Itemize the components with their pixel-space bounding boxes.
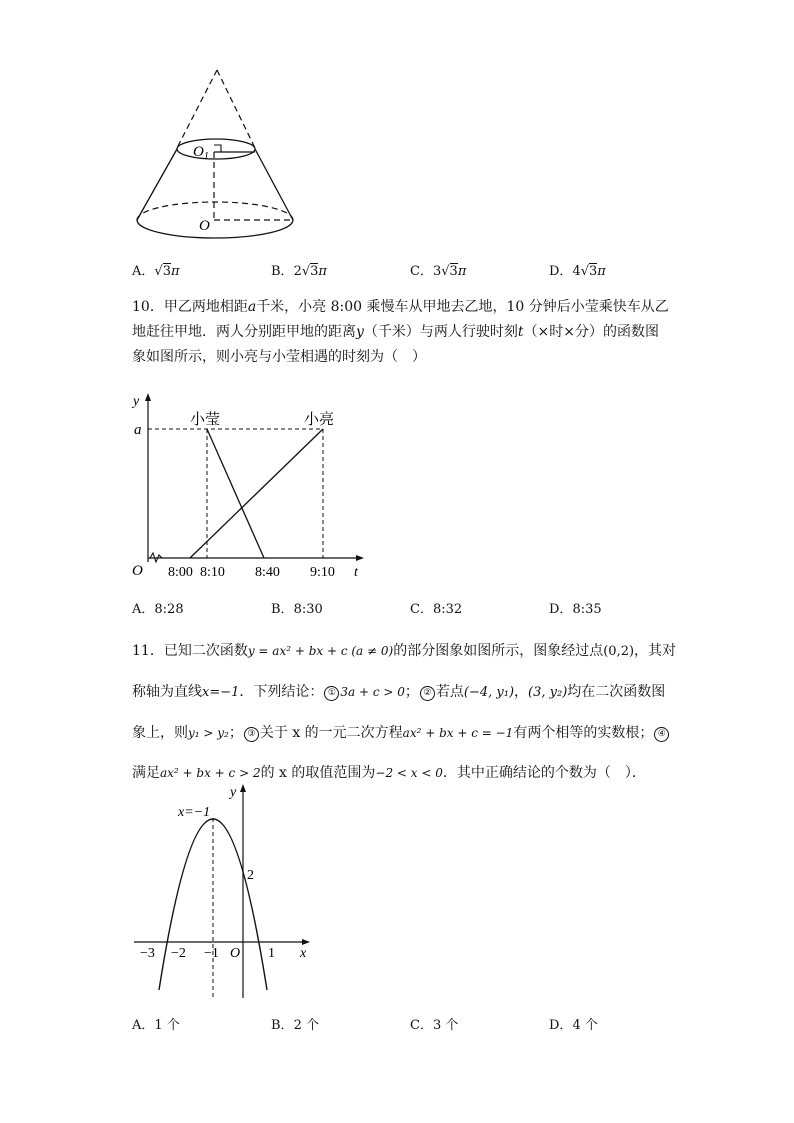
- x-axis-arrow: [302, 939, 310, 945]
- q10-option-a[interactable]: A．8:28: [132, 602, 184, 617]
- q11-text: 11．已知二次函数y = ax² + bx + c (a ≠ 0)的部分图象如图所示，图象经过点(0,2)，其对 称轴为直线x=−1．下列结论： ① 3a + c > 0； ② 若点(−4, y₁)，(3, y₂)均在二次函数图 象上，则y₁ > y₂； ③ 关于 x 的一元二次方程ax² + bx + c = −1有两个相等的实数根； ④ 满足ax² + bx + c > 2的 x 的取值范围为−2 < x < 0．其中正确结论的个数为（ ）．: [132, 643, 677, 781]
- cone-right-slant: [255, 149, 293, 220]
- cone-bottom-front: [137, 220, 293, 238]
- origin-label: O: [132, 563, 143, 579]
- q10-text: 10．甲乙两地相距a千米，小亮 8:00 乘慢车从甲地去乙地，10 分钟后小莹乘快车从乙 地赶往甲地．两人分别距甲地的距离y（千米）与两人行驶时刻t（×时×分）的函数图 象如图所示，则小亮与小莹相遇的时刻为（ ）: [132, 299, 669, 365]
- q11-option-c[interactable]: C．3 个: [410, 1018, 459, 1033]
- q9-option-d[interactable]: D．4√3π: [549, 264, 606, 279]
- label-2: 2: [247, 868, 254, 883]
- symmetry-axis-label: x=−1: [178, 805, 211, 820]
- tick-810: 8:10: [200, 565, 225, 580]
- cone-upper-left-dashed: [177, 70, 217, 148]
- line-xiaoying: [207, 429, 264, 558]
- cone-figure: [125, 60, 305, 245]
- q10-distance-time-chart: [128, 390, 373, 582]
- tick-minus1: −1: [204, 946, 219, 961]
- cone-upper-right-dashed: [217, 70, 255, 148]
- tick-minus3: −3: [140, 946, 155, 961]
- tick-1: 1: [268, 946, 275, 961]
- q11-option-b[interactable]: B．2 个: [271, 1018, 319, 1033]
- cone-bottom-back-dashed: [137, 202, 293, 220]
- label-xiaoliang: 小亮: [304, 412, 335, 428]
- label-xiaoying: 小莹: [190, 412, 221, 428]
- q11-parabola-graph: [128, 778, 318, 1003]
- q10-option-c[interactable]: C．8:32: [410, 602, 463, 617]
- label-o1: $O_1$: [193, 144, 209, 162]
- cone-top-ellipse: [177, 139, 255, 159]
- tick-910: 9:10: [310, 565, 335, 580]
- x-axis-label: x: [300, 946, 307, 961]
- x-axis-arrow: [356, 555, 364, 561]
- line-xiaoliang: [190, 429, 323, 558]
- right-angle-mark: [214, 145, 221, 152]
- cone-left-slant: [137, 149, 177, 220]
- tick-800: 8:00: [168, 565, 193, 580]
- q9-option-c[interactable]: C．3√3π: [410, 264, 467, 279]
- q10-option-b[interactable]: B．8:30: [271, 602, 323, 617]
- tick-minus2: −2: [171, 946, 186, 961]
- q11-option-a[interactable]: A．1 个: [132, 1018, 180, 1033]
- y-axis-label: y: [133, 394, 140, 409]
- y-axis-label: y: [230, 785, 237, 800]
- a-label: a: [134, 422, 142, 438]
- q9-option-b[interactable]: B．2√3π: [271, 264, 327, 279]
- label-o: O: [199, 218, 210, 234]
- x-axis-label: t: [354, 565, 358, 580]
- tick-840: 8:40: [255, 565, 280, 580]
- q11-option-d[interactable]: D．4 个: [549, 1018, 598, 1033]
- q9-option-a[interactable]: A．√3π: [132, 264, 180, 279]
- y-axis-arrow: [240, 784, 246, 792]
- q10-option-d[interactable]: D．8:35: [549, 602, 602, 617]
- y-axis-arrow: [145, 393, 151, 401]
- origin-label: O: [230, 946, 241, 961]
